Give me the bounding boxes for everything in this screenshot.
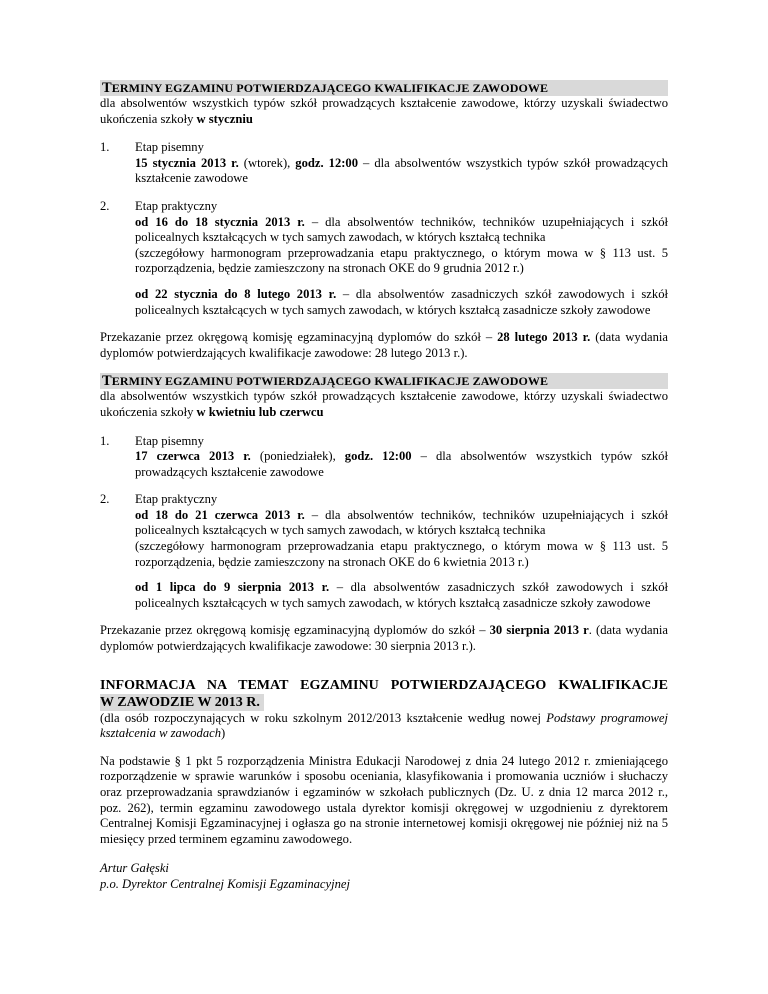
item-title: Etap pisemny <box>135 433 204 448</box>
day-text: (poniedziałek), <box>250 449 345 464</box>
note-end: ) <box>221 726 226 741</box>
day-text: (wtorek), <box>238 155 296 170</box>
section-1-heading <box>100 80 668 96</box>
section-3-heading <box>100 677 668 711</box>
section-2-transfer <box>100 623 668 654</box>
time-bold: godz. 12:00 <box>344 449 412 464</box>
list-item <box>100 492 668 611</box>
item-note: (szczegółowy harmonogram przeprowadzania etapu praktycznego, o którym mowa w § 113 ust. 5 rozporządzenia, będzie zamieszczony na stronach OKE do 6 kwietnia 2013 r.) <box>135 539 668 569</box>
transfer-text: Przekazanie przez okręgową komisję egzaminacyjną dyplomów do szkół – <box>100 330 498 345</box>
heading-text: ERMINY EGZAMINU POTWIERDZAJĄCEGO KWALIFIKACJE ZAWODOWE <box>111 374 549 389</box>
signature-title: p.o. Dyrektor Centralnej Komisji Egzaminacyjnej <box>100 876 350 891</box>
intro-text: dla absolwentów wszystkich typów szkół prowadzących kształcenie zawodowe, którzy uzyskali świadectwo ukończenia szkoły <box>100 96 668 126</box>
transfer-rest: (data wydania dyplomów potwierdzających kwalifikacje zawodowe: 28 lutego 2013 r.). <box>100 330 668 360</box>
list-item <box>100 199 668 318</box>
time-bold: godz. 12:00 <box>295 155 359 170</box>
date-bold: od 16 do 18 stycznia 2013 r. <box>135 214 305 229</box>
note-text: (dla osób rozpoczynających w roku szkolnym 2012/2013 kształcenie według nowej <box>100 710 547 725</box>
note-italic: Podstawy programowej kształcenia w zawodach <box>100 710 668 741</box>
item-rest: – dla absolwentów zasadniczych szkół zawodowych i szkół policealnych kształcących w tych samych zawodach, w których kształcą zasadnicze szkoły zawodowe <box>135 580 668 610</box>
list-item <box>100 140 668 187</box>
signature <box>100 861 668 892</box>
intro-bold: w styczniu <box>196 111 253 126</box>
item-number: 1. <box>100 140 110 155</box>
item-title: Etap pisemny <box>135 140 204 155</box>
section-1-list <box>100 140 668 318</box>
heading-initial: T <box>102 80 112 96</box>
section-2-heading <box>100 373 668 389</box>
date-bold: od 1 lipca do 9 sierpnia 2013 r. <box>135 580 330 595</box>
item-rest: – dla absolwentów wszystkich typów szkół prowadzących kształcenie zawodowe <box>135 155 668 186</box>
list-item <box>100 434 668 481</box>
item-rest: – dla absolwentów zasadniczych szkół zawodowych i szkół policealnych kształcących w tych samych zawodach, w których kształcą zasadnicze szkoły zawodowe <box>135 286 668 317</box>
signature-name: Artur Gałęski <box>100 861 169 876</box>
section-2-list <box>100 434 668 612</box>
intro-bold: w kwietniu lub czerwcu <box>196 404 324 419</box>
section-3-note <box>100 711 668 742</box>
section-3-body: Na podstawie § 1 pkt 5 rozporządzenia Ministra Edukacji Narodowej z dnia 24 lutego 2012 r. zmieniającego rozporządzenie w sprawie warunków i sposobu oceniania, klasyfikowania i promowania uczniów i słuchaczy oraz przeprowadzania sprawdzianów i egzaminów w szkołach publicznych (Dz. U. z dnia 12 marca 2012 r., poz. 262), termin egzaminu zawodowego ustala dyrektor komisji okręgowej w uzgodnieniu z dyrektorem Centralnej Komisji Egzaminacyjnej i ogłasza go na stronie internetowej komisji okręgowej nie później niż na 5 miesięcy przed terminem egzaminu zawodowego. <box>100 753 668 846</box>
item-body-b <box>135 580 668 611</box>
item-number: 2. <box>100 198 110 213</box>
date-bold: 17 czerwca 2013 r. <box>135 449 251 464</box>
transfer-bold: 28 lutego 2013 r. <box>497 330 591 345</box>
section-1-transfer <box>100 330 668 361</box>
item-number: 1. <box>100 433 110 448</box>
transfer-rest: . (data wydania dyplomów potwierdzających kwalifikacje zawodowe: 30 sierpnia 2013 r.). <box>100 623 668 654</box>
section-1-intro <box>100 96 668 127</box>
heading-text: ERMINY EGZAMINU POTWIERDZAJĄCEGO KWALIFIKACJE ZAWODOWE <box>111 81 549 95</box>
heading-line-1: INFORMACJA NA TEMAT EGZAMINU POTWIERDZAJĄCEGO KWALIFIKACJE <box>100 677 668 693</box>
item-number: 2. <box>100 492 110 507</box>
item-rest: – dla absolwentów wszystkich typów szkół prowadzących kształcenie zawodowe <box>135 449 668 479</box>
date-bold: od 22 stycznia do 8 lutego 2013 r. <box>135 286 337 301</box>
item-body <box>135 156 668 187</box>
item-body-b <box>135 287 668 318</box>
transfer-bold: 30 sierpnia 2013 r <box>489 623 589 638</box>
item-body <box>135 449 668 480</box>
heading-line-2: W ZAWODZIE W 2013 R. <box>100 694 264 711</box>
transfer-text: Przekazanie przez okręgową komisję egzaminacyjną dyplomów do szkół – <box>100 623 490 638</box>
date-bold: 15 stycznia 2013 r. <box>135 155 239 170</box>
item-body <box>135 508 668 539</box>
item-note: (szczegółowy harmonogram przeprowadzania etapu praktycznego, o którym mowa w § 113 ust. 5 rozporządzenia, będzie zamieszczony na stronach OKE do 9 grudnia 2012 r.) <box>135 245 668 276</box>
section-2-intro <box>100 389 668 420</box>
heading-initial: T <box>102 373 112 390</box>
date-bold: od 18 do 21 czerwca 2013 r. <box>135 507 305 522</box>
intro-text: dla absolwentów wszystkich typów szkół prowadzących kształcenie zawodowe, którzy uzyskali świadectwo ukończenia szkoły <box>100 389 668 419</box>
item-rest: – dla absolwentów techników, techników uzupełniających i szkół policealnych kształcących w tych samych zawodach, w których kształcą technika <box>135 214 668 245</box>
item-title: Etap praktyczny <box>135 492 218 507</box>
item-body <box>135 215 668 246</box>
item-title: Etap praktyczny <box>135 198 218 213</box>
item-rest: – dla absolwentów techników, techników uzupełniających i szkół policealnych kształcących w tych samych zawodach, w których kształcą technika <box>135 507 668 538</box>
